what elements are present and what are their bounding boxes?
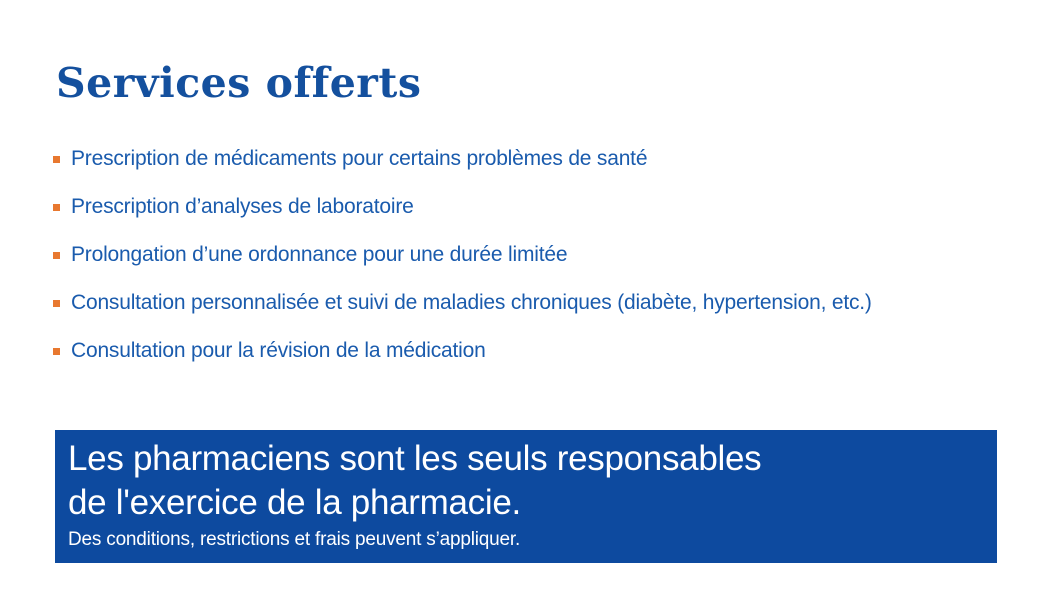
bullet-square-icon — [53, 204, 60, 211]
banner-heading — [68, 437, 981, 525]
list-item — [53, 327, 872, 375]
services-list — [53, 135, 872, 375]
list-item — [53, 231, 872, 279]
list-item-text: Prescription de médicaments pour certains problèmes de santé — [71, 147, 648, 170]
page-title: Services offerts — [56, 59, 422, 107]
list-item-text: Consultation personnalisée et suivi de maladies chroniques (diabète, hypertension, etc.) — [71, 291, 872, 314]
banner-heading-line1: Les pharmaciens sont les seuls responsables — [68, 439, 762, 478]
list-item — [53, 183, 872, 231]
list-item — [53, 279, 872, 327]
list-item-text: Prescription d’analyses de laboratoire — [71, 195, 414, 218]
list-item-text: Consultation pour la révision de la médication — [71, 339, 486, 362]
banner-note: Des conditions, restrictions et frais peuvent s’appliquer. — [68, 529, 521, 550]
list-item-text: Prolongation d’une ordonnance pour une durée limitée — [71, 243, 568, 266]
banner-heading-line2: de l'exercice de la pharmacie. — [68, 483, 521, 522]
bullet-square-icon — [53, 300, 60, 307]
bullet-square-icon — [53, 156, 60, 163]
list-item — [53, 135, 872, 183]
bullet-square-icon — [53, 348, 60, 355]
responsibility-banner — [55, 430, 997, 563]
bullet-square-icon — [53, 252, 60, 259]
